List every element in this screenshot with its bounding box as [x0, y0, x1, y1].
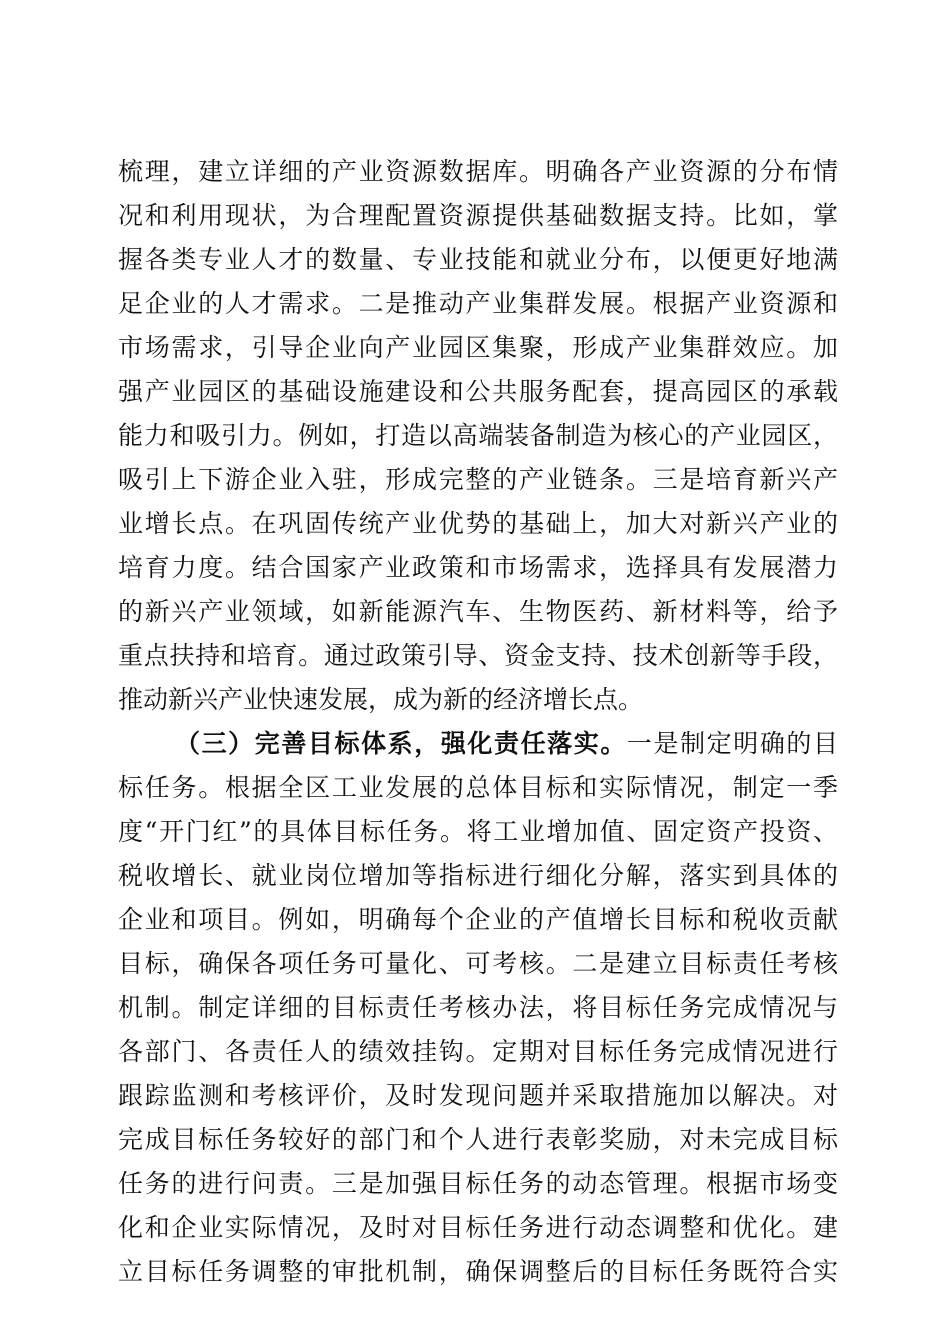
- paragraph-line: 强产业园区的基础设施建设和公共服务配套，提高园区的承载: [118, 377, 838, 406]
- paragraph-line: 重点扶持和培育。通过政策引导、资金支持、技术创新等手段，: [118, 641, 838, 670]
- paragraph-line: 梳理，建立详细的产业资源数据库。明确各产业资源的分布情: [118, 157, 838, 186]
- paragraph-line: 吸引上下游企业入驻，形成完整的产业链条。三是培育新兴产: [118, 465, 838, 494]
- paragraph-line: 足企业的人才需求。二是推动产业集群发展。根据产业资源和: [118, 289, 838, 318]
- paragraph-line: 任务的进行问责。三是加强目标任务的动态管理。根据市场变: [118, 1169, 838, 1198]
- paragraph-line: 培育力度。结合国家产业政策和市场需求，选择具有发展潜力: [118, 553, 838, 582]
- paragraph-text: 一是制定明确的目: [626, 729, 838, 758]
- paragraph-line: 税收增长、就业岗位增加等指标进行细化分解，落实到具体的: [118, 861, 838, 890]
- paragraph-line: 标任务。根据全区工业发展的总体目标和实际情况，制定一季: [118, 773, 838, 802]
- paragraph-line: 业增长点。在巩固传统产业优势的基础上，加大对新兴产业的: [118, 509, 838, 538]
- subsection-heading: （三）完善目标体系，强化责任落实。: [175, 729, 627, 758]
- paragraph-line: 握各类专业人才的数量、专业技能和就业分布，以便更好地满: [118, 245, 838, 274]
- paragraph-line: 况和利用现状，为合理配置资源提供基础数据支持。比如，掌: [118, 201, 838, 230]
- paragraph-line: 能力和吸引力。例如，打造以高端装备制造为核心的产业园区，: [118, 421, 838, 450]
- paragraph-line: 的新兴产业领域，如新能源汽车、生物医药、新材料等，给予: [118, 597, 838, 626]
- paragraph-line: 化和企业实际情况，及时对目标任务进行动态调整和优化。建: [118, 1213, 838, 1242]
- paragraph-line: 机制。制定详细的目标责任考核办法，将目标任务完成情况与: [118, 993, 838, 1022]
- paragraph-line: 跟踪监测和考核评价，及时发现问题并采取措施加以解决。对: [118, 1081, 838, 1110]
- paragraph-line: 完成目标任务较好的部门和个人进行表彰奖励，对未完成目标: [118, 1125, 838, 1154]
- paragraph-line: 目标，确保各项任务可量化、可考核。二是建立目标责任考核: [118, 949, 838, 978]
- paragraph-line: 推动新兴产业快速发展，成为新的经济增长点。: [118, 685, 644, 714]
- paragraph-line: 立目标任务调整的审批机制，确保调整后的目标任务既符合实: [118, 1257, 838, 1286]
- paragraph-line: 企业和项目。例如，明确每个企业的产值增长目标和税收贡献: [118, 905, 838, 934]
- paragraph-first-line: [175, 722, 838, 766]
- paragraph-line: 各部门、各责任人的绩效挂钩。定期对目标任务完成情况进行: [118, 1037, 838, 1066]
- paragraph-line: 市场需求，引导企业向产业园区集聚，形成产业集群效应。加: [118, 333, 838, 362]
- paragraph-line: 度“开门红”的具体目标任务。将工业增加值、固定资产投资、: [118, 817, 838, 846]
